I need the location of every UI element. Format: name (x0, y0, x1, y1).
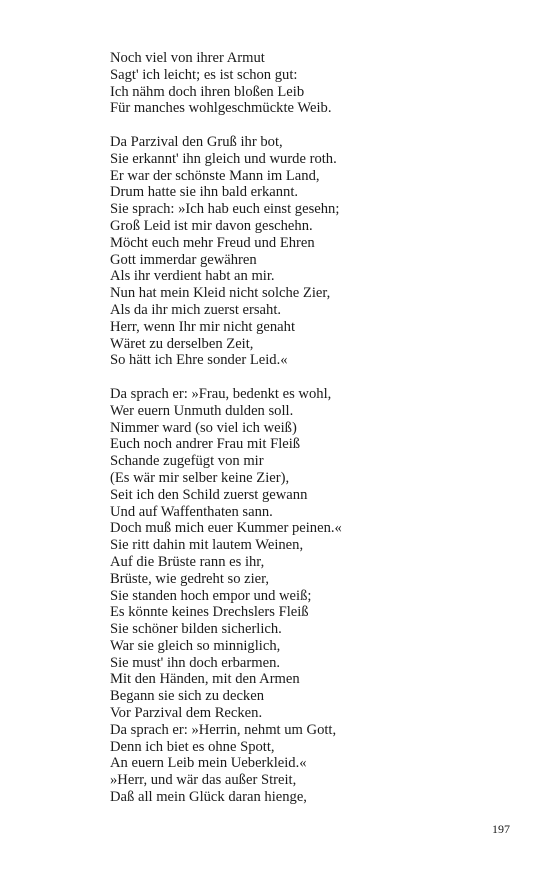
verse-line: Sie ritt dahin mit lautem Weinen, (110, 537, 304, 554)
verse-line: Ich nähm doch ihren bloßen Leib (110, 83, 305, 100)
verse-line: Da sprach er: »Herrin, nehmt um Gott, (110, 721, 337, 738)
verse-line: Da sprach er: »Frau, bedenkt es wohl, (110, 385, 332, 402)
verse-line: Nun hat mein Kleid nicht solche Zier, (110, 285, 331, 302)
verse-line: An euern Leib mein Ueberkleid.« (110, 755, 307, 772)
verse-line: Er war der schönste Mann im Land, (110, 167, 320, 184)
verse-line: Daß all mein Glück daran hienge, (110, 789, 307, 806)
verse-line: Denn ich biet es ohne Spott, (110, 738, 275, 755)
verse-line: Als ihr verdient habt an mir. (110, 268, 275, 285)
verse-line: War sie gleich so minniglich, (110, 637, 281, 654)
verse-line: Möcht euch mehr Freud und Ehren (110, 234, 315, 251)
verse-line: Wäret zu derselben Zeit, (110, 335, 254, 352)
verse-line: Drum hatte sie ihn bald erkannt. (110, 184, 299, 201)
verse-line: Seit ich den Schild zuerst gewann (110, 486, 308, 503)
verse-line: Brüste, wie gedreht so zier, (110, 570, 270, 587)
verse-line: Schande zugefügt von mir (110, 453, 264, 470)
verse-line: »Herr, und wär das außer Streit, (110, 772, 297, 789)
verse-line: Herr, wenn Ihr mir nicht genaht (110, 318, 296, 335)
verse-line: Gott immerdar gewähren (110, 251, 257, 268)
verse-line: Da Parzival den Gruß ihr bot, (110, 133, 283, 150)
verse-line: Als da ihr mich zuerst ersaht. (110, 301, 282, 318)
poem-text (110, 50, 510, 823)
verse-line: Begann sie sich zu decken (110, 688, 264, 705)
verse-line: Sie schöner bilden sicherlich. (110, 621, 282, 638)
verse-line: Für manches wohlgeschmückte Weib. (110, 100, 332, 117)
verse-line: Sagt' ich leicht; es ist schon gut: (110, 66, 298, 83)
stanza (110, 134, 510, 369)
verse-line: Noch viel von ihrer Armut (110, 50, 265, 66)
verse-line: Vor Parzival dem Recken. (110, 705, 263, 722)
verse-line: Groß Leid ist mir davon geschehn. (110, 217, 313, 234)
verse-line: Sie sprach: »Ich hab euch einst gesehn; (110, 201, 340, 218)
verse-line: Sie standen hoch empor und weiß; (110, 587, 312, 604)
verse-line: Sie must' ihn doch erbarmen. (110, 654, 281, 671)
verse-line: Es könnte keines Drechslers Fleiß (110, 604, 309, 621)
verse-line: So hätt ich Ehre sonder Leid.« (110, 352, 288, 369)
verse-line: Sie erkannt' ihn gleich und wurde roth. (110, 150, 337, 167)
verse-line: Mit den Händen, mit den Armen (110, 671, 300, 688)
stanza (110, 386, 510, 806)
verse-line: Auf die Brüste rann es ihr, (110, 553, 265, 570)
stanza (110, 50, 510, 117)
verse-line: Und auf Waffenthaten sann. (110, 503, 273, 520)
verse-line: (Es wär mir selber keine Zier), (110, 469, 290, 486)
verse-line: Wer euern Unmuth dulden soll. (110, 402, 294, 419)
verse-line: Euch noch andrer Frau mit Fleiß (110, 436, 301, 453)
page-number: 197 (492, 822, 510, 836)
verse-line: Doch muß mich euer Kummer peinen.« (110, 520, 342, 537)
verse-line: Nimmer ward (so viel ich weiß) (110, 419, 297, 436)
